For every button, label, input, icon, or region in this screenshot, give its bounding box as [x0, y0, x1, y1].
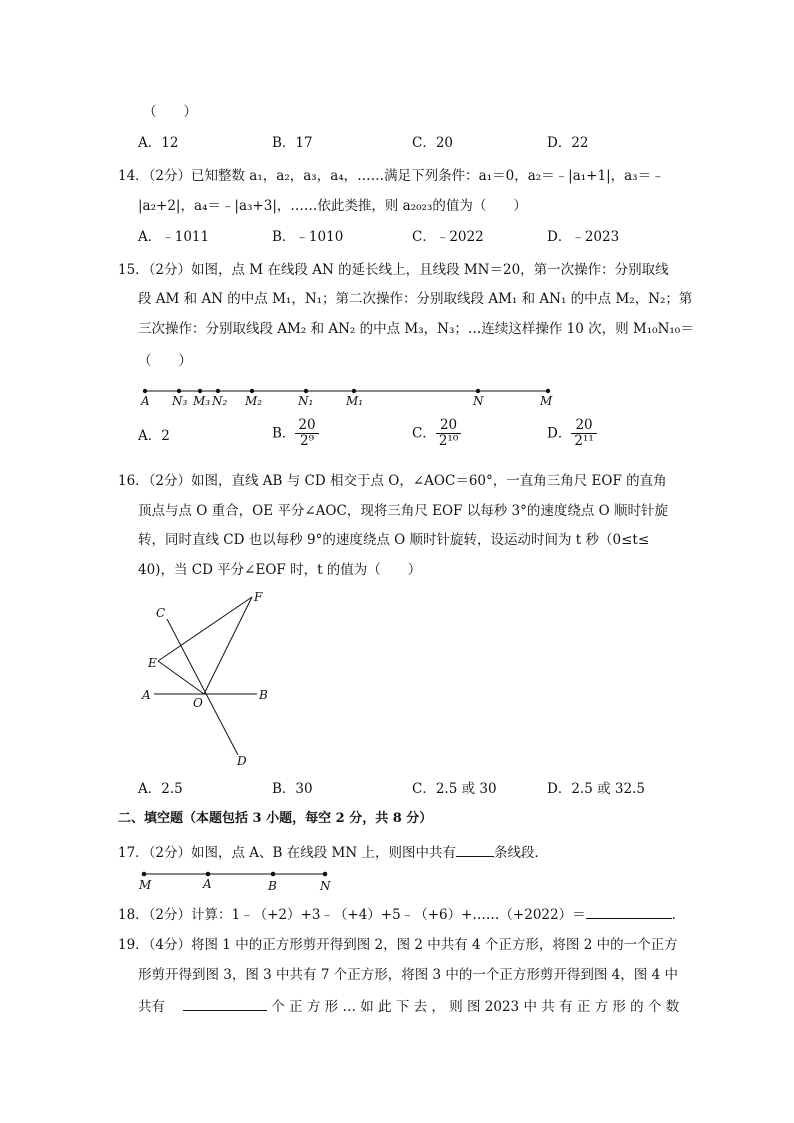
q13-option-d: D．22: [547, 135, 589, 151]
q18-stem-after: ．: [671, 907, 686, 923]
q19-answer-blank[interactable]: [183, 996, 267, 1011]
svg-text:N: N: [320, 879, 331, 893]
svg-text:N₂: N₂: [212, 394, 228, 408]
svg-text:M: M: [139, 878, 152, 892]
svg-text:N₁: N₁: [298, 394, 314, 408]
svg-text:N₃: N₃: [172, 394, 188, 408]
q15-stem-line4: （ ）: [138, 353, 192, 369]
q17-point-a: [202, 872, 212, 891]
q16-ruler-of: [204, 597, 252, 694]
svg-text:M₂: M₂: [245, 394, 263, 408]
q15-option-a: A．2: [138, 428, 170, 444]
q17-stem: [118, 842, 548, 862]
q15-stem-line3: 三次操作：分别取线段 AM₂ 和 AN₂ 的中点 M₃，N₃；…连续这样操作 10 次，则 M₁₀N₁₀＝: [138, 321, 694, 337]
q14-stem-line1: 14．（2分）已知整数 a₁，a₂，a₃，a₄，……满足下列条件：a₁＝0，a₂＝﹣|a₁+1|，a₃＝﹣: [118, 168, 665, 184]
q17-point-n: [319, 872, 331, 893]
q19-stem-line3: [138, 996, 679, 1016]
q19-stem-line1: 19．（4分）将图 1 中的正方形剪开得到图 2，图 2 中共有 4 个正方形，将图 2 中的一个正方: [118, 937, 678, 953]
q16-stem-line2: 顶点与点 O 重合，OE 平分∠AOC，现将三角尺 EOF 以每秒 3°的速度绕点 O 顺时针旋: [138, 503, 668, 519]
q15-stem-line2: 段 AM 和 AN 的中点 M₁，N₁；第二次操作：分别取线段 AM₁ 和 AN₁ 的中点 M₂，N₂；第: [138, 291, 693, 307]
q13-option-b: B．17: [272, 135, 313, 151]
q16-stem-line1: 16．（2分）如图，直线 AB 与 CD 相交于点 O，∠AOC＝60°，一直角三角尺 EOF 的直角: [118, 473, 667, 489]
q15-option-b-numerator: 20: [295, 418, 318, 434]
q15-point-m1: [345, 389, 363, 408]
q17-segment-figure: [132, 866, 342, 896]
q17-point-m: [138, 872, 152, 892]
q14-option-b: B．﹣1010: [272, 229, 344, 245]
q18-stem-before: 18．（2分）计算：1﹣（+2）+3﹣（+4）+5﹣（+6）+……（+2022）＝: [118, 907, 586, 923]
svg-text:A: A: [141, 394, 150, 408]
q13-answer-paren: （ ）: [143, 104, 197, 120]
q16-option-b: B．30: [272, 781, 313, 797]
q13-option-a: A．12: [138, 135, 179, 151]
q14-option-a: A．﹣1011: [138, 229, 210, 245]
svg-text:M₁: M₁: [346, 394, 364, 408]
q16-label-e: E: [148, 656, 157, 670]
svg-text:B: B: [268, 879, 277, 893]
q18-answer-blank[interactable]: [586, 904, 672, 919]
q15-option-c-denominator: 2¹⁰: [438, 433, 459, 449]
q15-point-n2: [211, 389, 228, 408]
q15-option-b-fraction: [295, 418, 318, 449]
q17-answer-blank[interactable]: [456, 842, 494, 857]
q16-line-cd: [167, 619, 238, 755]
q15-point-m2: [244, 389, 262, 408]
q17-point-b: [267, 872, 277, 893]
q14-stem-line2: |a₂+2|，a₄＝﹣|a₃+3|，……依此类推，则 a₂₀₂₃的值为（ ）: [138, 198, 527, 214]
q15-point-m: [539, 389, 553, 408]
q15-point-n1: [297, 389, 313, 408]
section2-title: 二、填空题（本题包括 3 小题，每空 2 分，共 8 分）: [118, 811, 433, 826]
q15-option-d: [547, 418, 597, 449]
q15-point-n3: [171, 389, 188, 408]
q16-label-a: A: [142, 688, 151, 702]
q17-stem-after: 条线段．: [494, 845, 548, 861]
svg-text:M₃: M₃: [193, 394, 211, 408]
svg-text:A: A: [203, 877, 212, 891]
q15-point-n: [472, 389, 484, 408]
q15-segment-figure: [130, 380, 570, 412]
q15-option-d-denominator: 2¹¹: [574, 433, 594, 449]
q15-option-c: [412, 418, 461, 449]
q14-option-c: C．﹣2022: [412, 229, 484, 245]
q15-option-b-letter: B．: [272, 425, 296, 442]
q16-option-c: C．2.5 或 30: [412, 781, 497, 797]
q15-option-c-numerator: 20: [436, 418, 461, 434]
q16-option-a: A．2.5: [138, 781, 183, 797]
q16-label-o: O: [193, 696, 203, 710]
q15-option-c-fraction: [436, 418, 461, 449]
q19-stem-line2: 形剪开得到图 3，图 3 中共有 7 个正方形，将图 3 中的一个正方形剪开得到图 4，图 4 中: [138, 967, 678, 983]
q13-option-c: C．20: [412, 135, 454, 151]
q16-label-b: B: [259, 688, 268, 702]
q15-option-d-letter: D．: [547, 425, 572, 442]
q15-stem-line1: 15．（2分）如图，点 M 在线段 AN 的延长线上，且线段 MN＝20，第一次操作：分别取线: [118, 262, 669, 278]
q15-option-b-denominator: 2⁹: [300, 433, 315, 449]
q16-label-d: D: [237, 754, 247, 768]
q15-point-m3: [192, 389, 210, 408]
q18-stem: [118, 904, 685, 924]
q15-option-d-fraction: [571, 418, 596, 449]
q16-label-f: F: [254, 590, 263, 604]
q16-stem-line3: 转，同时直线 CD 也以每秒 9°的速度绕点 O 顺时针旋转，设运动时间为 t 秒（0≤t≤: [138, 532, 650, 548]
q15-option-d-numerator: 20: [571, 418, 596, 434]
q15-option-c-letter: C．: [412, 425, 436, 442]
q19-stem-line3-before: 共有: [138, 999, 165, 1015]
q17-stem-before: 17．（2分）如图，点 A、B 在线段 MN 上，则图中共有: [118, 845, 456, 861]
q15-point-a: [140, 389, 150, 408]
q16-label-c: C: [156, 606, 166, 620]
svg-text:M: M: [540, 394, 553, 408]
q19-stem-line3-after: 个 正 方 形 … 如 此 下 去 ， 则 图 2023 中 共 有 正 方 形 的 个 数: [271, 999, 680, 1015]
q16-stem-line4: 40)，当 CD 平分∠EOF 时，t 的值为（ ）: [138, 562, 422, 578]
svg-text:N: N: [473, 394, 484, 408]
q16-option-d: D．2.5 或 32.5: [547, 781, 645, 797]
q16-angle-figure: [130, 585, 290, 775]
q14-option-d: D．﹣2023: [547, 229, 620, 245]
q15-option-b: [272, 418, 319, 449]
